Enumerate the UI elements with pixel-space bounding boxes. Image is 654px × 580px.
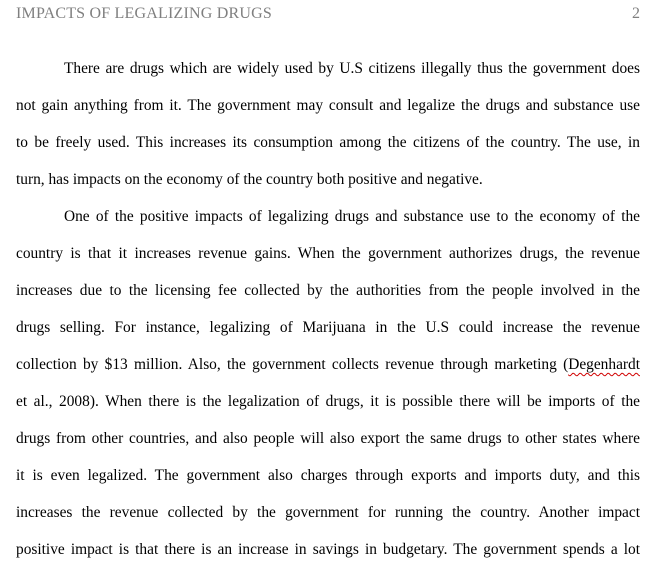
paragraph-1-line-4: turn, has impacts on the economy of the country both positive and negative. (16, 171, 483, 188)
paragraph-2-line-3: increases due to the licensing fee collected by the authorities from the people involved in the (16, 282, 640, 299)
paragraph-2-line-10: positive impact is that there is an increase in savings in budgetary. The government spends a lot (16, 541, 640, 558)
paragraph-2-line-5 (16, 354, 640, 391)
paragraph-2-line-7: drugs from other countries, and also people will also export the same drugs to other states where (16, 430, 640, 447)
paragraph-1-line-3: to be freely used. This increases its consumption among the citizens of the country. The use, in (16, 134, 640, 151)
citation-lead-text: collection by $13 million. Also, the government collects revenue through marketing ( (16, 356, 569, 373)
running-head: IMPACTS OF LEGALIZING DRUGS (16, 5, 272, 22)
paragraph-1-line-2: not gain anything from it. The government may consult and legalize the drugs and substance use (16, 97, 640, 114)
paragraph-2-line-9: increases the revenue collected by the government for running the country. Another impact (16, 504, 640, 521)
page-number: 2 (632, 5, 640, 22)
paragraph-2-line-2: country is that it increases revenue gains. When the government authorizes drugs, the revenue (16, 245, 640, 262)
spellcheck-flagged-word: Degenhardt (568, 356, 640, 373)
paragraph-2-line-8: it is even legalized. The government also charges through exports and imports duty, and this (16, 467, 640, 484)
paragraph-2-line-6: et al., 2008). When there is the legalization of drugs, it is possible there will be imports of the (16, 393, 640, 410)
body-text (16, 58, 640, 576)
paragraph-2-line-1: One of the positive impacts of legalizing drugs and substance use to the economy of the (64, 208, 640, 225)
paragraph-2-line-4: drugs selling. For instance, legalizing of Marijuana in the U.S could increase the revenue (16, 319, 640, 336)
paragraph-1-line-1: There are drugs which are widely used by U.S citizens illegally thus the government does (64, 60, 640, 77)
